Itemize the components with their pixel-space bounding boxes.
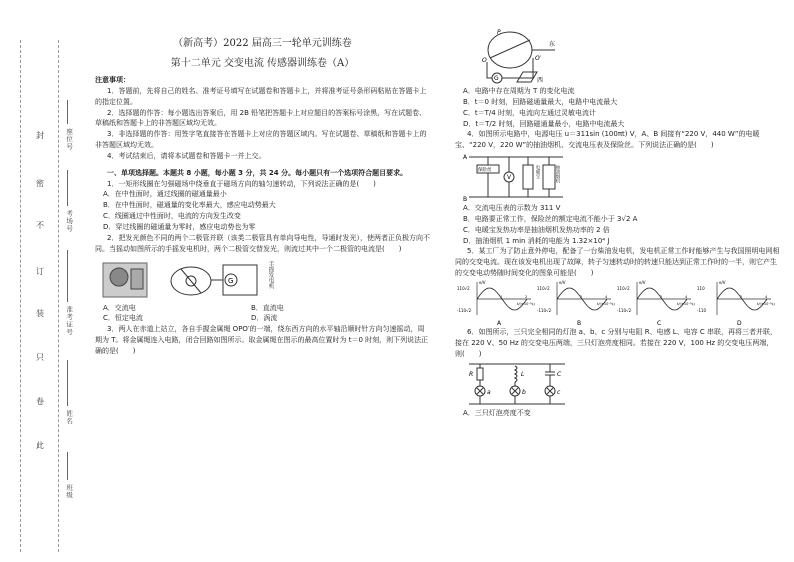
ticket-number-field[interactable] <box>67 250 68 302</box>
graph-option-label: D <box>737 319 742 327</box>
note-item: 1．答题前，先将自己的姓名、准考证号填写在试题卷和答题卡上，并将准考证号条形码粘贴在答题卡上的指定位置。 <box>95 86 427 106</box>
exam-subtitle: 第十二单元 交变电流 传感器训练卷（A） <box>170 57 355 69</box>
q4-option-a[interactable]: A．交流电压表的示数为 311 V <box>463 204 561 213</box>
rope-circuit-figure <box>465 28 575 86</box>
class-label: 班级 <box>65 484 74 499</box>
label-p: P <box>497 29 501 36</box>
graph-option-label: A <box>497 319 502 327</box>
q2-option-b[interactable]: B．直流电 <box>251 303 284 312</box>
binding-char: 装 <box>36 309 44 318</box>
q1-option-d[interactable]: D．穿过线圈的磁通量为零时，感应电动势也为零 <box>103 222 256 231</box>
q2-stem: 2．把发光颜色不同的两个二极管并联（该类二极管具有单向导电性，导通时发光），使两者正负极方向不同。当摇动如图所示的手摇发电机时，两个二极管交替发光，则流过其中一个二极管的电流是( ) <box>95 233 430 253</box>
q1-option-b[interactable]: B．在中性面时，磁通量的变化率最大，感应电动势最大 <box>103 201 276 210</box>
q4-option-b[interactable]: B．电路要正常工作，保险丝的额定电流不能小于 3√2 A <box>463 214 638 223</box>
graph-tick-label: 4 <box>685 294 688 299</box>
label-o-prime: O′ <box>535 55 542 62</box>
graph-ymax-label: 110√2 <box>537 285 550 291</box>
binding-char: 只 <box>36 353 44 362</box>
note-item: 4．考试结束后，请将本试题卷和答题卡一并上交。 <box>107 151 266 160</box>
graph-y-label: e/V <box>559 279 566 285</box>
exam-room-field[interactable] <box>67 170 68 206</box>
label-heater: 电暖宝 <box>534 165 540 179</box>
q3-option-b[interactable]: B．t＝0 时刻，回路磁通量最大，电路中电流最大 <box>463 97 618 106</box>
q2-options-row <box>95 303 430 314</box>
left-column <box>95 30 430 357</box>
binding-char: 封 <box>36 131 44 140</box>
label-o: O <box>482 57 487 64</box>
q4-stem: 4．如图所示电路中，电源电压 u＝311sin (100πt) V，A、B 间接有“220 V，440 W”的电暖宝、“220 V，220 W”的抽油烟机、交流电压表及保险丝。下列说法正确的是( ) <box>455 130 760 150</box>
right-column <box>455 28 780 418</box>
dashed-line <box>58 40 59 552</box>
binding-char: 密 <box>36 179 44 188</box>
exam-room-label: 考场号 <box>65 210 74 233</box>
q6-stem: 6．如图所示，三只完全相同的灯泡 a、b、c 分别与电阻 R、电感 L、电容 C 串联，再将三者并联，接在 220 V、50 Hz 的交变电压两端，三只灯泡亮度相同。若接在 220 V，100 Hz 的交变电压两端，则( ) <box>455 327 778 358</box>
q5-graph-set <box>455 279 775 327</box>
q1-stem: 1．一矩形线圈在匀强磁场中绕垂直于磁场方向的轴匀速转动，下列说法正确的是( ) <box>107 179 376 188</box>
galvanometer-label: G <box>228 276 234 285</box>
q3-option-a[interactable]: A．电路中存在周期为 T 的变化电流 <box>463 87 575 95</box>
q5-stem: 5．某工厂为了防止意外停电，配备了一台柴油发电机，发电机正常工作时能够产生与我国照明电网相同的交变电流。现在该发电机出现了故障，转子匀速转动时的转速只能达到正常工作时的一半，则它产生的交变电动势随时间变化的图象可能是( ) <box>455 247 780 278</box>
exam-title: （新高考）2022 届高三一轮单元训练卷 <box>173 38 352 49</box>
graph-x-label: t/(×10⁻²s) <box>677 301 695 306</box>
graph-x-label: t/(×10⁻²s) <box>517 301 535 306</box>
q5-graphs <box>455 279 780 327</box>
graph-tick-label: 1 <box>500 294 503 299</box>
graph-ymin-label: -110√2 <box>537 307 552 313</box>
label-b-lamp: b <box>522 388 526 396</box>
graph-y-label: e/V <box>479 279 486 285</box>
label-a-lamp: a <box>487 388 491 396</box>
q3-figure <box>465 28 780 86</box>
seat-number-label: 座位号 <box>65 128 74 151</box>
label-l: L <box>521 370 525 378</box>
graph-ymin-label: -110√2 <box>457 307 472 313</box>
q6-figure <box>465 360 780 408</box>
q2-option-d[interactable]: D．涡流 <box>251 314 278 323</box>
graph-tick-label: 2 <box>580 294 583 299</box>
label-b: B <box>463 196 468 204</box>
q2-options-row <box>95 313 430 324</box>
label-v: V <box>507 174 512 182</box>
q6-option-a[interactable]: A．三只灯泡亮度不变 <box>463 408 531 417</box>
note-item: 3．非选择题的作答：用签字笔直接答在答题卡上对应的答题区域内。写在试题卷、草稿纸和答题卡上的非答题区域均无效。 <box>95 130 427 150</box>
label-hood: 抽油烟机 <box>554 165 560 184</box>
q1-option-a[interactable]: A．在中性面时，通过线圈的磁通量最小 <box>103 190 227 199</box>
name-field[interactable] <box>67 360 68 406</box>
binding-margin <box>0 0 72 562</box>
q1-option-c[interactable]: C．线圈通过中性面时，电流的方向发生改变 <box>103 212 241 221</box>
binding-char: 此 <box>36 441 44 450</box>
graph-option-label: C <box>657 319 662 327</box>
graph-tick-label: 2 <box>740 294 743 299</box>
graph-ymax-label: 110√2 <box>617 285 630 291</box>
label-fuse: 保险丝 <box>478 168 492 174</box>
note-item: 2．选择题的作答：每小题选出答案后，用 2B 铅笔把答题卡上对应题目的答案标号涂黑，写在试题卷、草稿纸和答题卡上的非答题区域均无效。 <box>95 108 427 128</box>
graph-y-label: e/V <box>719 279 726 285</box>
label-east: 东 <box>549 41 556 48</box>
q2-option-c[interactable]: C．恒定电流 <box>103 314 143 323</box>
rlc-lamp-circuit-figure <box>465 360 575 408</box>
q2-figure <box>101 255 430 303</box>
graph-y-label: e/V <box>639 279 646 285</box>
q2-option-a[interactable]: A．交流电 <box>103 303 136 312</box>
graph-ymax-label: 110√2 <box>457 285 470 291</box>
q4-figure <box>463 151 780 203</box>
name-label: 姓名 <box>65 410 74 425</box>
q3-option-c[interactable]: C．t＝T/4 时刻，电流向左通过灵敏电流计 <box>463 108 596 117</box>
binding-char: 卷 <box>36 397 44 406</box>
q3-option-d[interactable]: D．t＝T/2 时刻，回路磁通量最小，电路中电流最大 <box>463 119 625 128</box>
q4-option-d[interactable]: D．抽油烟机 1 min 消耗的电能为 1.32×10⁴ J <box>463 236 610 245</box>
graph-tick-label: 4 <box>765 294 768 299</box>
graph-option-label: B <box>577 319 582 327</box>
graph-x-label: t/(×10⁻²s) <box>597 301 615 306</box>
label-c: C <box>557 370 562 378</box>
dashed-line <box>20 40 21 552</box>
binding-char: 不 <box>36 221 44 230</box>
section-heading: 一、单项选择题。本题共 8 小题，每小题 3 分，共 24 分。每小题只有一个选项符合题目要求。 <box>107 168 408 177</box>
graph-x-label: t/(×10⁻²s) <box>757 301 775 306</box>
seat-number-field[interactable] <box>67 100 68 124</box>
label-a: A <box>463 154 468 162</box>
binding-char: 订 <box>36 267 44 276</box>
graph-ymin-label: -110√2 <box>617 307 632 313</box>
notes-heading: 注意事项： <box>95 76 130 84</box>
graph-ymin-label: -110 <box>697 307 707 313</box>
figure-caption: 手摇发电机 <box>267 260 274 288</box>
label-c-lamp: c <box>557 388 561 396</box>
label-g: G <box>494 75 499 82</box>
class-field[interactable] <box>67 452 68 480</box>
q4-option-c[interactable]: C．电暖宝发热功率是抽油烟机发热功率的 2 倍 <box>463 225 610 234</box>
graph-ymax-label: 110 <box>697 285 705 291</box>
q3-stem: 3．两人在赤道上站立，各自手握金属绳 OPO′的一端，绕东西方向的水平轴沿顺时针方向匀速摇动，周期为 T。将金属绳连入电路，闭合回路如图所示。取金属绳在图示的最高位置时为 t＝0 时刻，则下列说法正确的是( ) <box>95 325 429 355</box>
label-r: R <box>469 370 474 378</box>
label-west: 西 <box>537 77 544 84</box>
ticket-number-label: 准考证号 <box>65 306 74 336</box>
graph-tick-label: 2 <box>525 294 528 299</box>
graph-tick-label: 4 <box>605 294 608 299</box>
graph-tick-label: 2 <box>660 294 663 299</box>
